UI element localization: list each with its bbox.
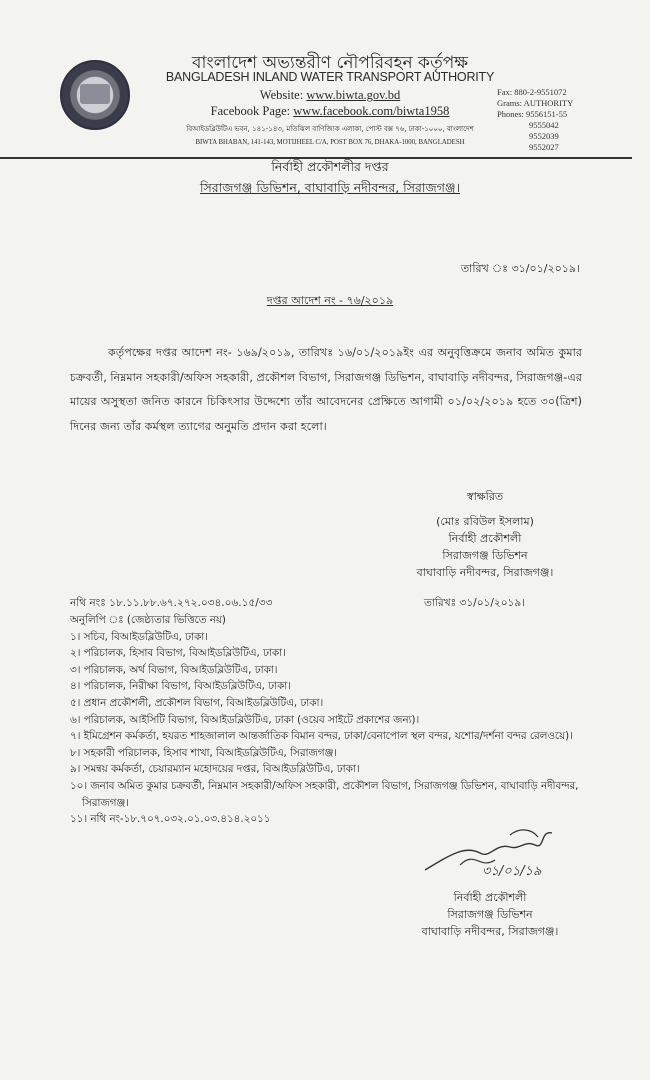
website-link[interactable]: www.biwta.gov.bd	[306, 88, 401, 102]
issue-date: তারিখ ঃ ৩১/০১/২০১৯।	[460, 262, 580, 275]
grams: Grams: AUTHORITY	[497, 98, 574, 108]
phone: 9555042	[529, 120, 559, 130]
phone: 9552039	[529, 131, 559, 141]
address-bn: বিআইডব্লিউটিএ ভবন, ১৪১-১৪৩, মতিঝিল বাণিজ্যিক এলাকা, পোস্ট বক্স ৭৬, ঢাকা-১০০০, বাংলাদেশ	[186, 125, 474, 133]
order-number-text: দপ্তর আদেশ নং - ৭৬/২০১৯	[266, 294, 394, 307]
fax: Fax: 880-2-9551072	[497, 87, 567, 97]
org-title-en: BANGLADESH INLAND WATER TRANSPORT AUTHORITY	[165, 70, 495, 84]
copy-date: তারিখঃ ৩১/০১/২০১৯।	[424, 597, 525, 609]
list-item: ১। সচিব, বিআইডব্লিউটিএ, ঢাকা।	[70, 630, 208, 643]
list-item: ৫। প্রধান প্রকৌশলী, প্রকৌশল বিভাগ, বিআইডব্লিউটিএ, ঢাকা।	[70, 696, 324, 709]
facebook-line	[150, 104, 510, 119]
footer-signatory-title: নির্বাহী প্রকৌশলী	[453, 891, 527, 904]
signature-date: ৩১/০১/১৯	[482, 864, 542, 879]
list-item: ৬। পরিচালক, আইসিটি বিভাগ, বিআইডব্লিউটিএ, ঢাকা (ওয়েব সাইটে প্রকাশের জন্য)।	[70, 713, 420, 726]
org-title-bn: বাংলাদেশ অভ্যন্তরীণ নৌপরিবহন কর্তৃপক্ষ	[191, 53, 469, 73]
office-name: নির্বাহী প্রকৌশলীর দপ্তর	[271, 159, 389, 174]
list-item: ১০। জনাব অমিত কুমার চক্রবর্তী, নিম্নমান সহকারী/অফিস সহকারী, প্রকৌশল বিভাগ, সিরাজগঞ্জ ডিভিশন, বাঘাবাড়ি নদীবন্দর, সিরাজগঞ্জ।	[70, 779, 579, 809]
office-location	[100, 180, 560, 200]
address-en: BIWTA BHABAN, 141-143, MOTIJHEEL C/A, POST BOX 76, DHAKA-1000, BANGLADESH	[195, 139, 465, 146]
copies-heading: অনুলিপি ঃ (জেষ্ঠ্যতার ভিত্তিতে নয়)	[70, 614, 226, 626]
footer-signatory-place: বাঘাবাড়ি নদীবন্দর, সিরাজগঞ্জ।	[421, 925, 559, 938]
list-item: ২। পরিচালক, হিসাব বিভাগ, বিআইডব্লিউটিএ, ঢাকা।	[70, 647, 286, 660]
signatory-name: (মোঃ রবিউল ইসলাম)	[436, 515, 534, 528]
list-item: ১১। নথি নং-১৮.৭০৭.০৩২.০১.০৩.৪১৪.২০১১	[70, 813, 271, 826]
phone: 9552027	[529, 142, 559, 152]
list-item: ৮। সহকারী পরিচালক, হিসাব শাখা, বিআইডব্লিউটিএ, সিরাজগঞ্জ।	[70, 746, 337, 759]
contact-block	[497, 87, 573, 153]
facebook-label: Facebook Page:	[210, 104, 294, 118]
list-item: ৯। সমন্বয় কর্মকর্তা, চেয়ারম্যান মহোদয়ের দপ্তর, বিআইডব্লিউটিএ, ঢাকা।	[70, 763, 360, 776]
list-item: ৪। পরিচালক, নিরীক্ষা বিভাগ, বিআইডব্লিউটিএ, ঢাকা।	[70, 680, 291, 693]
website-label: Website:	[259, 88, 307, 102]
office-location-text: সিরাজগঞ্জ ডিভিশন, বাঘাবাড়ি নদীবন্দর, সিরাজগঞ্জ।	[199, 180, 461, 195]
order-body: কর্তৃপক্ষের দপ্তর আদেশ নং- ১৬৯/২০১৯, তারিখঃ ১৬/০১/২০১৯ইং এর অনুবৃত্তিক্রমে জনাব অমিত কুমার চক্রবর্তী, নিম্নমান সহকারী/অফিস সহকারী, প্রকৌশল বিভাগ, সিরাজগঞ্জ ডিভিশন, বাঘাবাড়ি নদীবন্দর, সিরাজগঞ্জ-এর মায়ের অসুস্থতা জনিত কারনে চিকিৎসার উদ্দেশ্যে তাঁর আবেদনের প্রেক্ষিতে আগামী ০১/০২/২০১৯ হতে ৩০(ত্রিশ) দিনের জন্য তাঁর কর্মস্থল ত্যাগের অনুমতি প্রদান করা হলো।	[70, 346, 582, 433]
signatory-title: নির্বাহী প্রকৌশলী	[448, 532, 522, 545]
website-line	[150, 88, 510, 103]
facebook-link[interactable]: www.facebook.com/biwta1958	[293, 104, 450, 118]
list-item: ৩। পরিচালক, অর্থ বিভাগ, বিআইডব্লিউটিএ, ঢাকা।	[70, 663, 278, 676]
file-number: নথি নংঃ ১৮.১১.৮৮.৬৭.২৭২.০৩৪.০৬.১৫/৩৩	[70, 597, 273, 609]
copies-list	[70, 612, 600, 828]
handwritten-signature	[420, 825, 560, 885]
list-item: ৭। ইমিগ্রেশন কর্মকর্তা, হযরত শাহজালাল আন্তর্জাতিক বিমান বন্দর, ঢাকা/বেনাপোল স্থল বন্দর, যশোর/দর্শনা বন্দর রেলওয়ে)।	[70, 730, 573, 743]
signatory-division: সিরাজগঞ্জ ডিভিশন	[442, 549, 528, 562]
phones: Phones: 9556151-55	[497, 109, 568, 119]
signatory-place: বাঘাবাড়ি নদীবন্দর, সিরাজগঞ্জ।	[416, 566, 554, 579]
biwta-logo-seal	[60, 60, 130, 130]
footer-signatory-division: সিরাজগঞ্জ ডিভিশন	[447, 908, 533, 921]
signed-label: স্বাক্ষরিত	[466, 490, 504, 503]
order-number	[100, 292, 560, 311]
